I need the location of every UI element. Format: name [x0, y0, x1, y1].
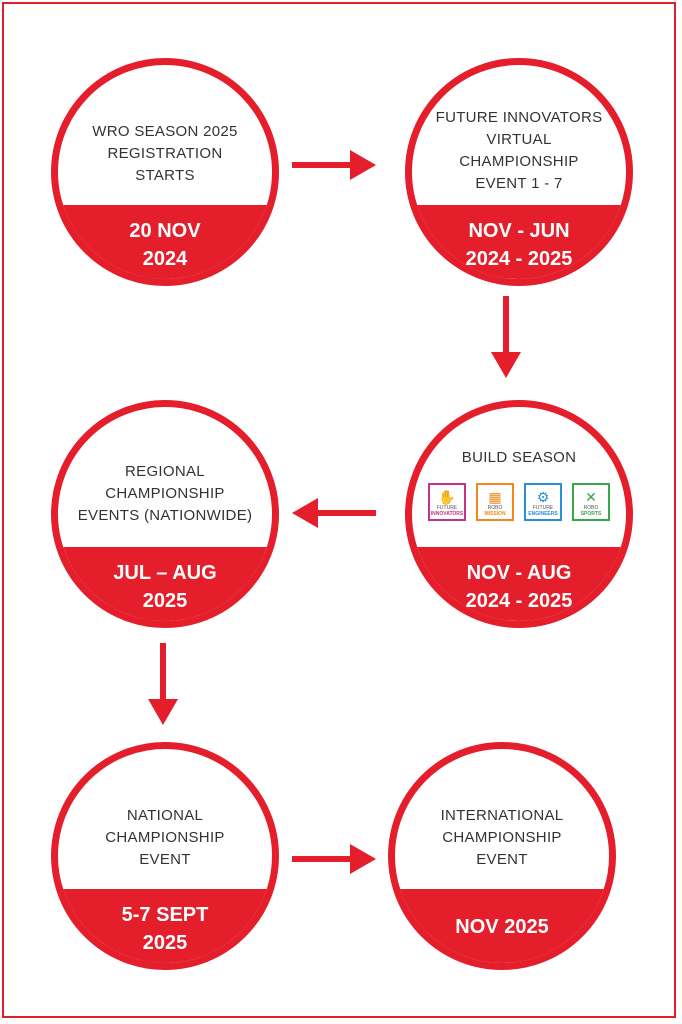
- step-date-line: NOV - AUG: [466, 562, 572, 584]
- step-date-line: 2024 - 2025: [465, 590, 573, 612]
- step-title-line: REGISTRATION: [107, 145, 223, 162]
- step-title: [72, 461, 258, 527]
- step-title-line: VIRTUAL: [486, 131, 552, 148]
- step-title: [426, 447, 612, 469]
- step-title-line: STARTS: [135, 167, 195, 184]
- step-title-line: EVENT: [139, 851, 191, 868]
- car-chip-icon: ⚙: [536, 489, 550, 505]
- step-title-line: FUTURE INNOVATORS: [435, 109, 603, 126]
- step-date-band: [58, 205, 272, 279]
- step-title-line: INTERNATIONAL: [440, 807, 564, 824]
- arrow-left-icon: [290, 496, 376, 530]
- future-innovators-logo: [428, 483, 466, 521]
- logo-label: FUTURE: [532, 505, 554, 511]
- robo-mission-logo: [476, 483, 514, 521]
- logo-label: SPORTS: [580, 511, 602, 517]
- arrow-right-icon: [292, 148, 378, 182]
- robo-sports-logo: [572, 483, 610, 521]
- step-title-line: CHAMPIONSHIP: [105, 485, 225, 502]
- logo-label: ENGINEERS: [528, 511, 558, 517]
- logo-label: ROBO: [487, 505, 503, 511]
- arrow-down-icon: [489, 296, 523, 380]
- step-date-line: 20 NOV: [129, 220, 201, 242]
- step-date-line: 2025: [142, 590, 188, 612]
- step-title: [409, 805, 595, 871]
- step-date-line: JUL – AUG: [113, 562, 217, 584]
- logo-label: MISSION: [484, 511, 506, 517]
- step-title-line: NATIONAL: [126, 807, 204, 824]
- step-international-championship-circle: [388, 742, 616, 970]
- logo-label: INNOVATORS: [430, 511, 464, 517]
- step-title-line: BUILD SEASON: [461, 449, 577, 466]
- future-engineers-logo: [524, 483, 562, 521]
- category-logos: [422, 483, 616, 521]
- arrow-right-icon: [292, 842, 378, 876]
- logo-label: ROBO: [583, 505, 599, 511]
- step-build-season-circle: [405, 400, 633, 628]
- step-title: [426, 107, 612, 195]
- robot-hand-icon: ✋: [438, 489, 456, 505]
- step-date-band: [412, 547, 626, 621]
- step-title-line: EVENT 1 - 7: [475, 175, 563, 192]
- step-date-line: NOV 2025: [455, 916, 549, 938]
- logo-label: FUTURE: [436, 505, 458, 511]
- step-title-line: WRO SEASON 2025: [92, 123, 238, 140]
- step-title-line: REGIONAL: [125, 463, 205, 480]
- step-title: [72, 805, 258, 871]
- step-title-line: CHAMPIONSHIP: [105, 829, 225, 846]
- step-date-band: [58, 547, 272, 621]
- step-date-line: 2024: [142, 248, 188, 270]
- step-regional-championship-circle: [51, 400, 279, 628]
- step-date-line: 5-7 SEPT: [121, 904, 209, 926]
- step-title-line: EVENTS (NATIONWIDE): [77, 507, 253, 524]
- ping-pong-icon: ✕: [585, 489, 597, 505]
- step-title: [72, 121, 258, 187]
- step-title-line: CHAMPIONSHIP: [459, 153, 579, 170]
- arrow-down-icon: [146, 643, 180, 727]
- step-date-line: NOV - JUN: [468, 220, 570, 242]
- step-date-band: [58, 889, 272, 963]
- maze-icon: ▦: [488, 489, 502, 505]
- step-registration-circle: [51, 58, 279, 286]
- step-date-band: [412, 205, 626, 279]
- step-date-band: [395, 889, 609, 963]
- step-date-line: 2025: [142, 932, 188, 954]
- step-date-line: 2024 - 2025: [465, 248, 573, 270]
- step-virtual-championship-circle: [405, 58, 633, 286]
- step-title-line: CHAMPIONSHIP: [442, 829, 562, 846]
- step-national-championship-circle: [51, 742, 279, 970]
- step-title-line: EVENT: [476, 851, 528, 868]
